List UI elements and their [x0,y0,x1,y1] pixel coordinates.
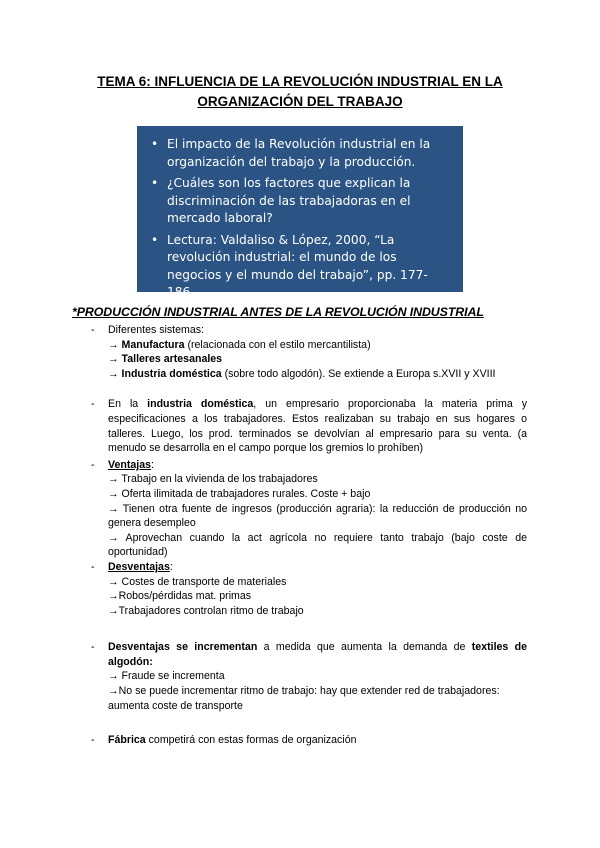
dash-marker: - [91,398,95,411]
slide-bullet: • ¿Cuáles son los factores que explican la discriminación de las trabajadoras en el mercado laboral? [151,176,411,225]
bullet-icon: • [151,176,159,190]
arrow-icon: → [108,604,119,617]
arrow-icon: → [108,502,119,515]
incremento-item: → Fraude se incrementa [108,670,225,683]
list-item-desventajas [91,560,527,618]
arrow-icon: → [108,670,119,683]
arrow-icon: → [108,353,119,366]
sistemas-manufactura: → Manufactura (relacionada con el estilo mercantilista) [108,338,371,351]
sistemas-intro: Diferentes sistemas: [108,324,204,336]
arrow-icon: → [108,685,119,698]
list-item-fabrica: - Fábrica competirá con estas formas de organización [91,734,357,747]
bullet-icon: • [151,137,159,151]
ventajas-heading: Ventajas: [108,458,154,471]
dash-marker: - [91,734,95,747]
desventaja-item: →Robos/pérdidas mat. primas [108,590,252,603]
incremento-item: →No se puede incrementar ritmo de trabajo: hay que extender red de trabajadores: aumenta coste de transporte [108,685,500,712]
section-title: *PRODUCCIÓN INDUSTRIAL ANTES DE LA REVOLUCIÓN INDUSTRIAL [72,305,484,319]
list-item-sistemas [91,323,527,381]
ventaja-item: → Trabajo en la vivienda de los trabajadores [108,473,318,486]
arrow-icon: → [108,531,119,544]
dash-marker: - [91,458,95,471]
dash-marker: - [91,641,95,654]
slide-bullet: • El impacto de la Revolución industrial en la organización del trabajo y la producción. [151,137,431,169]
bullet-icon: • [151,232,159,247]
page-title: TEMA 6: INFLUENCIA DE LA REVOLUCIÓN INDUSTRIAL EN LA ORGANIZACIÓN DEL TRABAJO [97,74,503,109]
desventajas-heading: Desventajas: [108,560,173,573]
slide-image [137,126,463,299]
arrow-icon: → [108,590,119,603]
notes-body [91,323,527,748]
ventaja-item: → Tienen otra fuente de ingresos (producción agraria): la reducción de producción no genera desempleo [108,502,527,530]
ventaja-item: → Oferta ilimitada de trabajadores rurales. Coste + bajo [108,487,371,500]
ventaja-item: → Aprovechan cuando la act agrícola no requiere tanto trabajo (bajo coste de oportunidad) [108,531,527,559]
sistemas-domestica: → Industria doméstica (sobre todo algodón). Se extiende a Europa s.XVII y XVIII [108,367,496,380]
list-item-industria-domestica: - En la industria doméstica, un empresario proporcionaba la materia prima y especificaciones a los trabajadores. Estos realizaban su trabajo en sus hogares o talleres. Luego, los prod. terminados se devolvían al empresario para su venta. (a menudo se desarrolla en el campo porque los gremios lo prohíben) [91,398,527,455]
slide-bullet: • Lectura: Valdaliso & López, 2000, “La revolución industrial: el mundo de los negocios y el mundo del trabajo”, pp. 177-186. [151,232,428,299]
list-item-incremento [91,640,527,713]
dash-marker: - [91,560,95,573]
list-item-ventajas [91,458,527,560]
dash-marker: - [91,324,95,336]
arrow-icon: → [108,367,119,380]
arrow-icon: → [108,487,119,500]
arrow-icon: → [108,575,119,588]
arrow-icon: → [108,473,119,486]
arrow-icon: → [108,338,119,351]
desventaja-item: →Trabajadores controlan ritmo de trabajo [108,604,304,617]
incremento-heading: Desventajas se incrementan a medida que aumenta la demanda de textiles de algodón: [108,641,527,668]
desventaja-item: → Costes de transporte de materiales [108,575,287,588]
sistemas-talleres: → Talleres artesanales [108,353,223,366]
slide-bullet-list [151,136,453,302]
